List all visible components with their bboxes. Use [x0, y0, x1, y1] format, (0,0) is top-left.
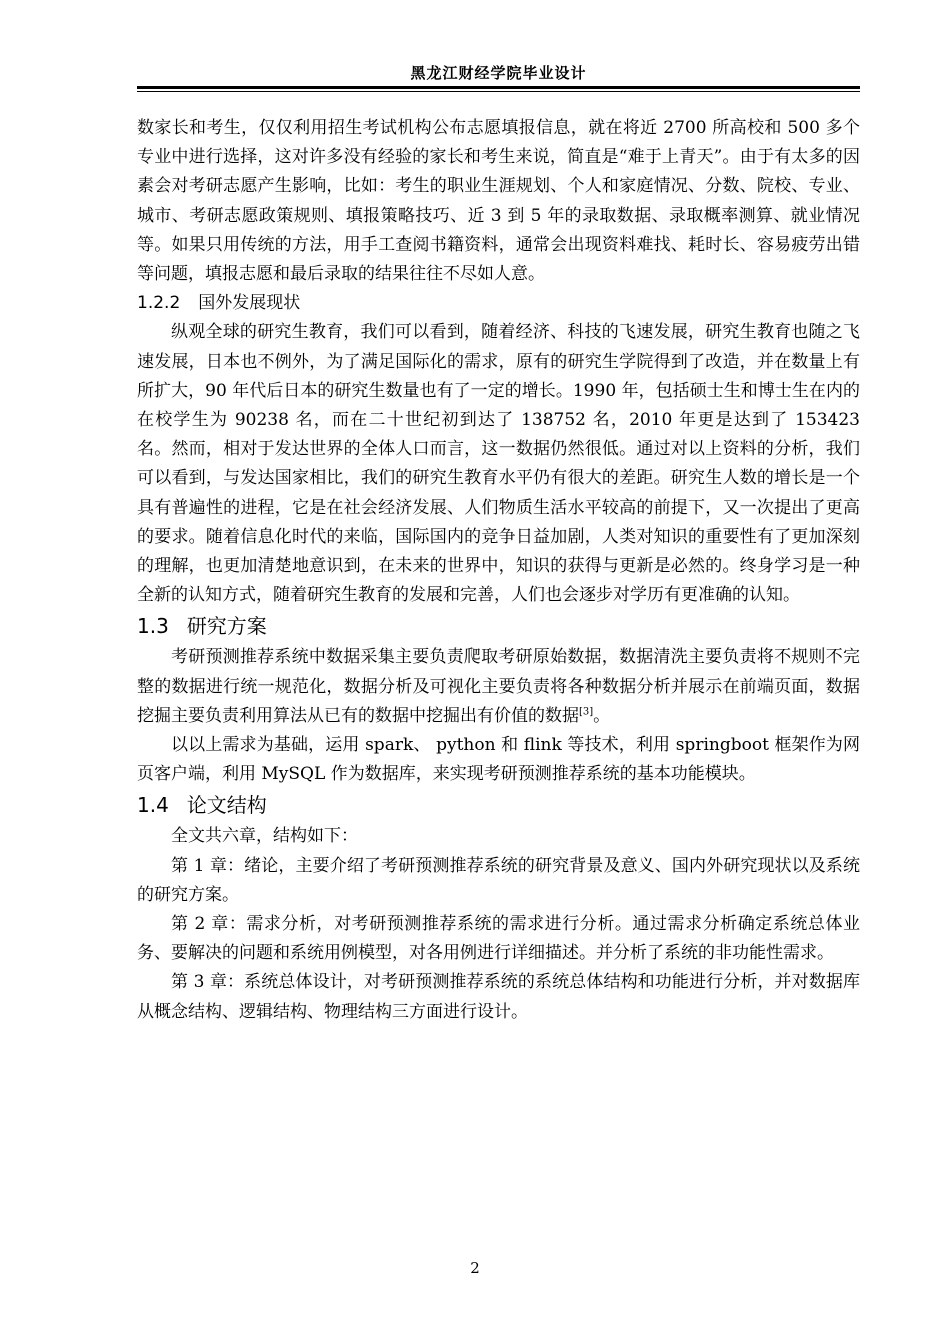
section-title: 国外发展现状: [198, 293, 301, 314]
section-title: 论文结构: [186, 793, 267, 818]
body-paragraph: 数家长和考生，仅仅利用招生考试机构公布志愿填报信息，就在将近 2700 所高校和 500 多个专业中进行选择，这对许多没有经验的家长和考生来说，简直是“难于上青天”。由于有太多的因素会对考研志愿产生影响，比如：考生的职业生涯规划、个人和家庭情况、分数、院校、专业、城市、考研志愿政策规则、填报策略技巧、近 3 到 5 年的录取数据、录取概率测算、就业情况等。如果只用传统的方法，用手工查阅书籍资料，通常会出现资料难找、耗时长、容易疲劳出错等问题，填报志愿和最后录取的结果往往不尽如人意。: [137, 118, 860, 285]
paragraph-end: 。: [593, 705, 611, 726]
paragraph-text: 考研预测推荐系统中数据采集主要负责爬取考研原始数据，数据清洗主要负责将不规则不完整的数据进行统一规范化，数据分析及可视化主要负责将各种数据分析并展示在前端页面，数据挖掘主要负责利用算法从已有的数据中挖掘出有价值的数据: [137, 647, 860, 726]
section-title: 研究方案: [186, 614, 267, 639]
page-body: [137, 114, 860, 1027]
chapter-summary: 第 3 章：系统总体设计，对考研预测推荐系统的系统总体结构和功能进行分析，并对数据库从概念结构、逻辑结构、物理结构三方面进行设计。: [137, 972, 860, 1022]
section-heading-1-3: [137, 610, 860, 643]
section-heading-1-4: [137, 789, 860, 822]
section-number: 1.4: [137, 793, 169, 818]
chapter-summary: 第 2 章：需求分析，对考研预测推荐系统的需求进行分析。通过需求分析确定系统总体业务、要解决的问题和系统用例模型，对各用例进行详细描述。并分析了系统的非功能性需求。: [137, 914, 860, 964]
body-paragraph: 全文共六章，结构如下：: [171, 826, 358, 847]
header-rule-thick: [137, 86, 860, 89]
page-header-title: 黑龙江财经学院毕业设计: [410, 64, 587, 82]
section-number: 1.2.2: [137, 293, 181, 314]
chapter-summary: 第 1 章：绪论，主要介绍了考研预测推荐系统的研究背景及意义、国内外研究现状以及系统的研究方案。: [137, 855, 860, 905]
body-paragraph: 以以上需求为基础，运用 spark、 python 和 flink 等技术，利用 springboot 框架作为网页客户端，利用 MySQL 作为数据库，来实现考研预测推荐系统的基本功能模块。: [137, 735, 860, 785]
body-paragraph: 纵观全球的研究生教育，我们可以看到，随着经济、科技的飞速发展，研究生教育也随之飞速发展，日本也不例外，为了满足国际化的需求，原有的研究生学院得到了改造，并在数量上有所扩大，90 年代后日本的研究生数量也有了一定的增长。1990 年，包括硕士生和博士生在内的在校学生为 90238 名，而在二十世纪初到达了 138752 名，2010 年更是达到了 153423 名。然而，相对于发达世界的全体人口而言，这一数据仍然很低。通过对以上资料的分析，我们可以看到，与发达国家相比，我们的研究生教育水平仍有很大的差距。研究生人数的增长是一个具有普遍性的进程，它是在社会经济发展、人们物质生活水平较高的前提下，又一次提出了更高的要求。随着信息化时代的来临，国际国内的竞争日益加剧，人类对知识的重要性有了更加深刻的理解，也更加清楚地意识到，在未来的世界中，知识的获得与更新是必然的。终身学习是一种全新的认知方式，随着研究生教育的发展和完善，人们也会逐步对学历有更准确的认知。: [137, 322, 860, 606]
page-number: 2: [470, 1259, 480, 1277]
body-paragraph: [137, 643, 860, 731]
section-number: 1.3: [137, 614, 169, 639]
header-rule-thin: [137, 91, 860, 92]
section-heading-1-2-2: [137, 289, 860, 318]
citation-ref[interactable]: [3]: [579, 706, 594, 718]
